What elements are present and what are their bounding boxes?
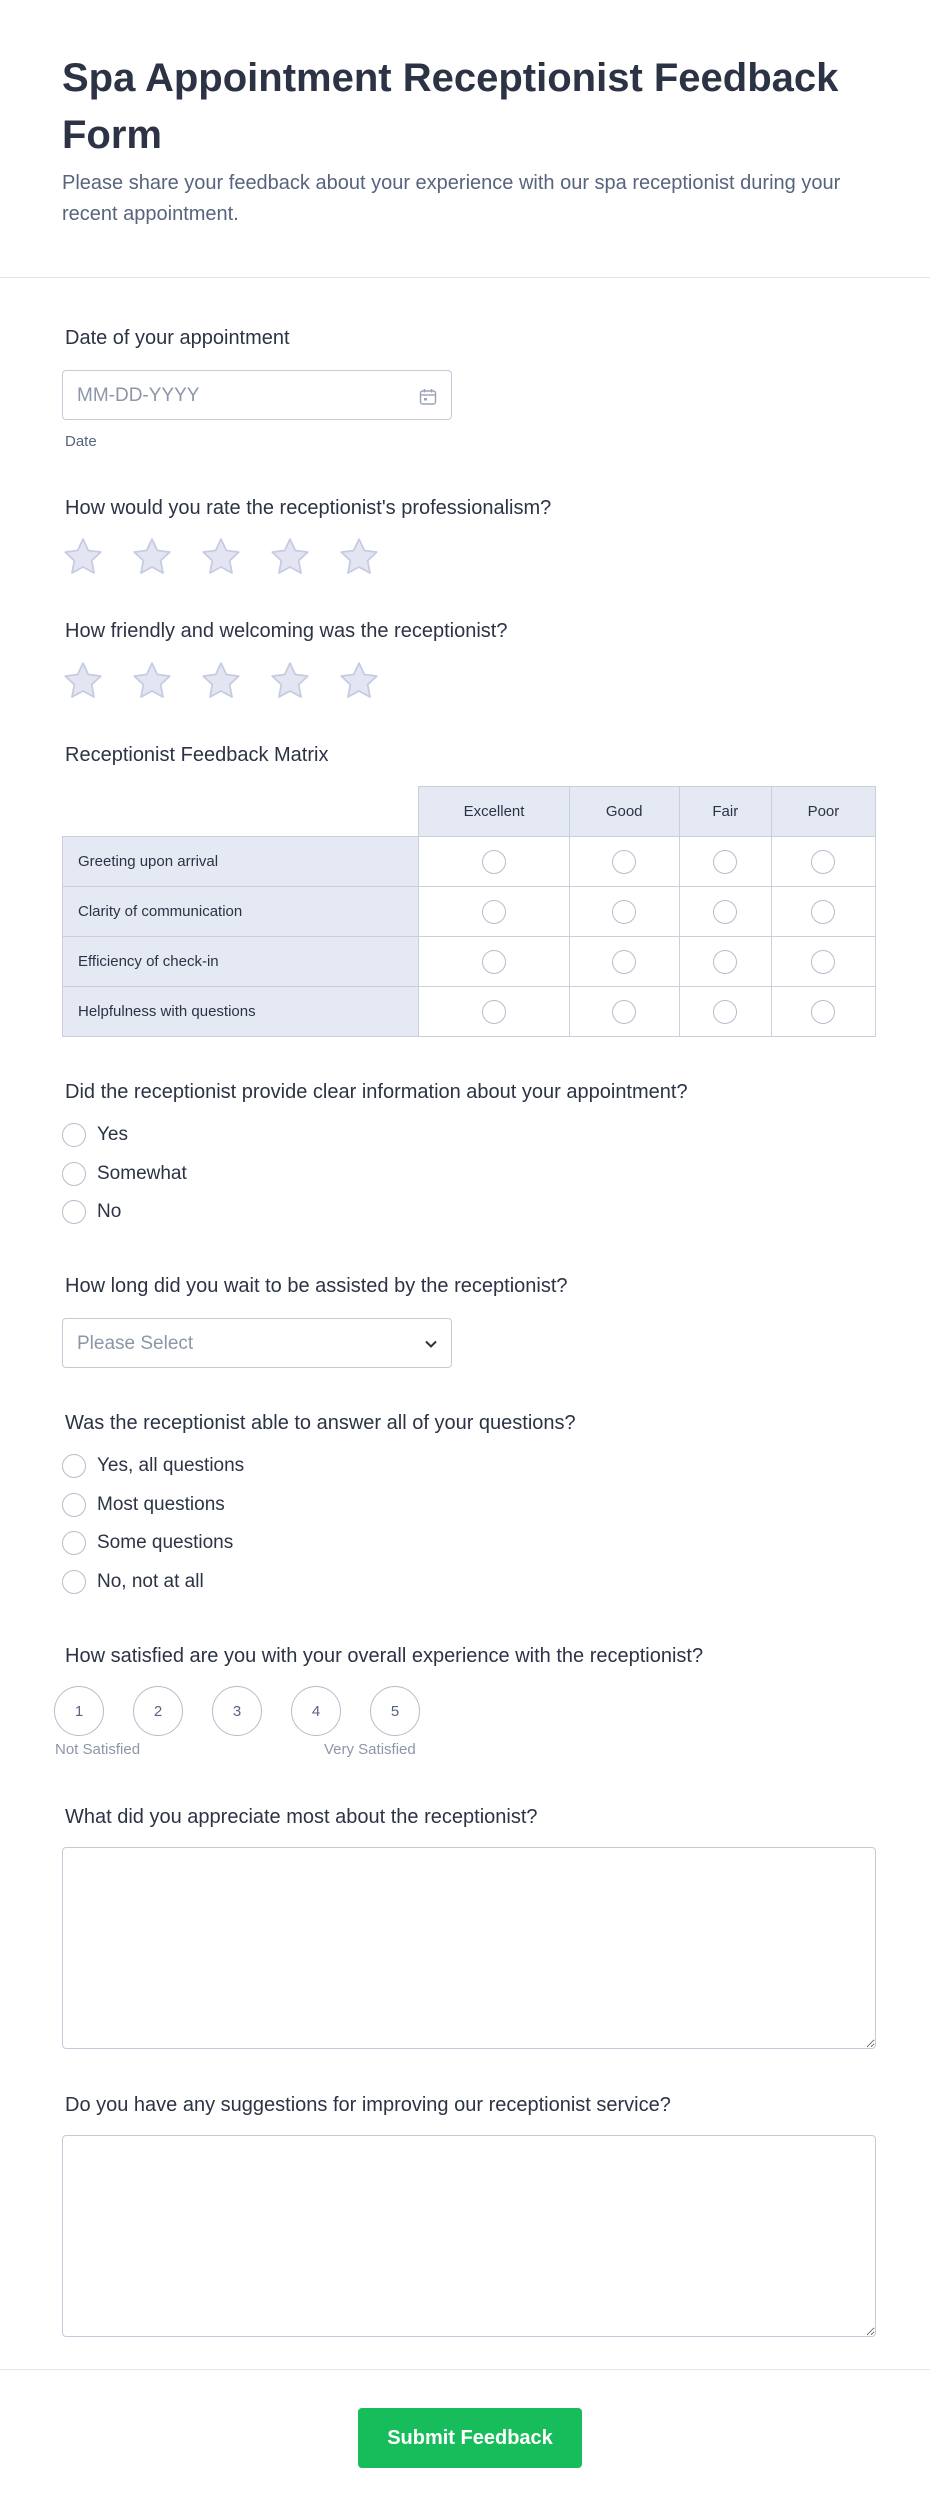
star-icon[interactable] — [338, 660, 380, 702]
matrix-row-label: Helpfulness with questions — [63, 987, 419, 1037]
appreciate-textarea[interactable] — [62, 1847, 876, 2049]
wait-time-label: How long did you wait to be assisted by the receptionist? — [65, 1275, 568, 1297]
radio-option-label: Somewhat — [97, 1162, 187, 1184]
matrix-radio[interactable] — [482, 950, 506, 974]
matrix-radio[interactable] — [811, 850, 835, 874]
matrix-cell — [679, 937, 771, 987]
answered-questions-label: Was the receptionist able to answer all of your questions? — [65, 1412, 576, 1434]
matrix-row-label: Clarity of communication — [63, 887, 419, 937]
star-icon[interactable] — [131, 536, 173, 578]
star-icon[interactable] — [200, 660, 242, 702]
matrix-cell — [569, 887, 679, 937]
matrix-column-header: Poor — [771, 787, 875, 837]
matrix-cell — [419, 837, 569, 887]
radio-button[interactable] — [62, 1493, 86, 1517]
matrix-cell — [569, 837, 679, 887]
matrix-radio[interactable] — [713, 950, 737, 974]
chevron-down-icon — [423, 1336, 439, 1357]
star-icon[interactable] — [269, 660, 311, 702]
scale-max-label: Very Satisfied — [324, 1741, 416, 1758]
suggestions-label: Do you have any suggestions for improving our receptionist service? — [65, 2094, 671, 2116]
form-title: Spa Appointment Receptionist Feedback Form — [62, 56, 839, 157]
scale-min-label: Not Satisfied — [55, 1741, 141, 1758]
suggestions-textarea[interactable] — [62, 2135, 876, 2337]
radio-button[interactable] — [62, 1531, 86, 1555]
feedback-matrix — [62, 786, 876, 1037]
matrix-row-label: Efficiency of check-in — [63, 937, 419, 987]
radio-option[interactable] — [62, 1486, 244, 1525]
radio-option-label: No — [97, 1201, 122, 1223]
star-icon[interactable] — [62, 660, 104, 702]
matrix-cell — [771, 937, 875, 987]
matrix-radio[interactable] — [713, 850, 737, 874]
radio-option[interactable] — [62, 1563, 244, 1602]
star-icon[interactable] — [338, 536, 380, 578]
satisfaction-scale — [54, 1686, 449, 1736]
matrix-radio[interactable] — [713, 1000, 737, 1024]
matrix-column-header: Fair — [679, 787, 771, 837]
matrix-radio[interactable] — [811, 900, 835, 924]
matrix-radio[interactable] — [482, 850, 506, 874]
form-footer — [0, 2369, 930, 2516]
clear-info-options — [62, 1116, 187, 1232]
matrix-radio[interactable] — [482, 900, 506, 924]
scale-option[interactable]: 3 — [212, 1686, 262, 1736]
form-header — [0, 0, 930, 278]
wait-time-select[interactable] — [62, 1318, 452, 1368]
answered-questions-options — [62, 1447, 244, 1601]
matrix-corner — [63, 787, 419, 837]
matrix-radio[interactable] — [713, 900, 737, 924]
matrix-row-label: Greeting upon arrival — [63, 837, 419, 887]
friendliness-star-rating — [62, 660, 407, 702]
matrix-cell — [569, 987, 679, 1037]
radio-option-label: Yes, all questions — [97, 1455, 245, 1477]
satisfaction-label: How satisfied are you with your overall experience with the receptionist? — [65, 1645, 704, 1667]
matrix-cell — [771, 987, 875, 1037]
calendar-icon[interactable] — [419, 388, 437, 411]
matrix-radio[interactable] — [612, 950, 636, 974]
matrix-column-header: Excellent — [419, 787, 569, 837]
appointment-date-input[interactable] — [62, 370, 452, 420]
matrix-cell — [771, 887, 875, 937]
submit-button[interactable]: Submit Feedback — [358, 2408, 582, 2468]
matrix-row — [63, 837, 876, 887]
star-icon[interactable] — [269, 536, 311, 578]
matrix-radio[interactable] — [482, 1000, 506, 1024]
matrix-radio[interactable] — [811, 1000, 835, 1024]
clear-info-label: Did the receptionist provide clear information about your appointment? — [65, 1081, 688, 1103]
star-icon[interactable] — [131, 660, 173, 702]
radio-button[interactable] — [62, 1454, 86, 1478]
matrix-radio[interactable] — [811, 950, 835, 974]
matrix-cell — [679, 887, 771, 937]
matrix-radio[interactable] — [612, 850, 636, 874]
appreciate-label: What did you appreciate most about the receptionist? — [65, 1806, 538, 1828]
matrix-cell — [419, 887, 569, 937]
radio-option-label: Yes — [97, 1124, 128, 1146]
radio-option-label: Most questions — [97, 1493, 225, 1515]
matrix-cell — [771, 837, 875, 887]
star-icon[interactable] — [200, 536, 242, 578]
appointment-date-sublabel: Date — [65, 433, 97, 450]
radio-option[interactable] — [62, 1447, 244, 1486]
matrix-label: Receptionist Feedback Matrix — [65, 744, 329, 766]
matrix-cell — [679, 837, 771, 887]
appointment-date-label: Date of your appointment — [65, 327, 290, 349]
radio-option-label: No, not at all — [97, 1570, 204, 1592]
radio-option[interactable] — [62, 1155, 187, 1194]
radio-button[interactable] — [62, 1570, 86, 1594]
appointment-date-placeholder: MM-DD-YYYY — [77, 385, 200, 406]
matrix-row — [63, 937, 876, 987]
matrix-cell — [419, 937, 569, 987]
professionalism-star-rating — [62, 536, 407, 578]
matrix-radio[interactable] — [612, 1000, 636, 1024]
matrix-cell — [679, 987, 771, 1037]
radio-button[interactable] — [62, 1162, 86, 1186]
scale-option[interactable]: 4 — [291, 1686, 341, 1736]
matrix-row — [63, 987, 876, 1037]
matrix-row — [63, 887, 876, 937]
radio-option-label: Some questions — [97, 1532, 234, 1554]
form-subtitle: Please share your feedback about your experience with our spa receptionist during your recent appointment. — [62, 172, 841, 225]
scale-option[interactable]: 2 — [133, 1686, 183, 1736]
star-icon[interactable] — [62, 536, 104, 578]
matrix-cell — [569, 937, 679, 987]
radio-option[interactable] — [62, 1524, 244, 1563]
matrix-column-header: Good — [569, 787, 679, 837]
professionalism-label: How would you rate the receptionist's professionalism? — [65, 497, 552, 519]
matrix-radio[interactable] — [612, 900, 636, 924]
scale-option[interactable]: 1 — [54, 1686, 104, 1736]
radio-option[interactable] — [62, 1193, 187, 1232]
scale-option[interactable]: 5 — [370, 1686, 420, 1736]
wait-time-placeholder: Please Select — [77, 1333, 194, 1354]
friendliness-label: How friendly and welcoming was the receptionist? — [65, 620, 508, 642]
radio-button[interactable] — [62, 1200, 86, 1224]
matrix-cell — [419, 987, 569, 1037]
radio-option[interactable] — [62, 1116, 187, 1155]
radio-button[interactable] — [62, 1123, 86, 1147]
